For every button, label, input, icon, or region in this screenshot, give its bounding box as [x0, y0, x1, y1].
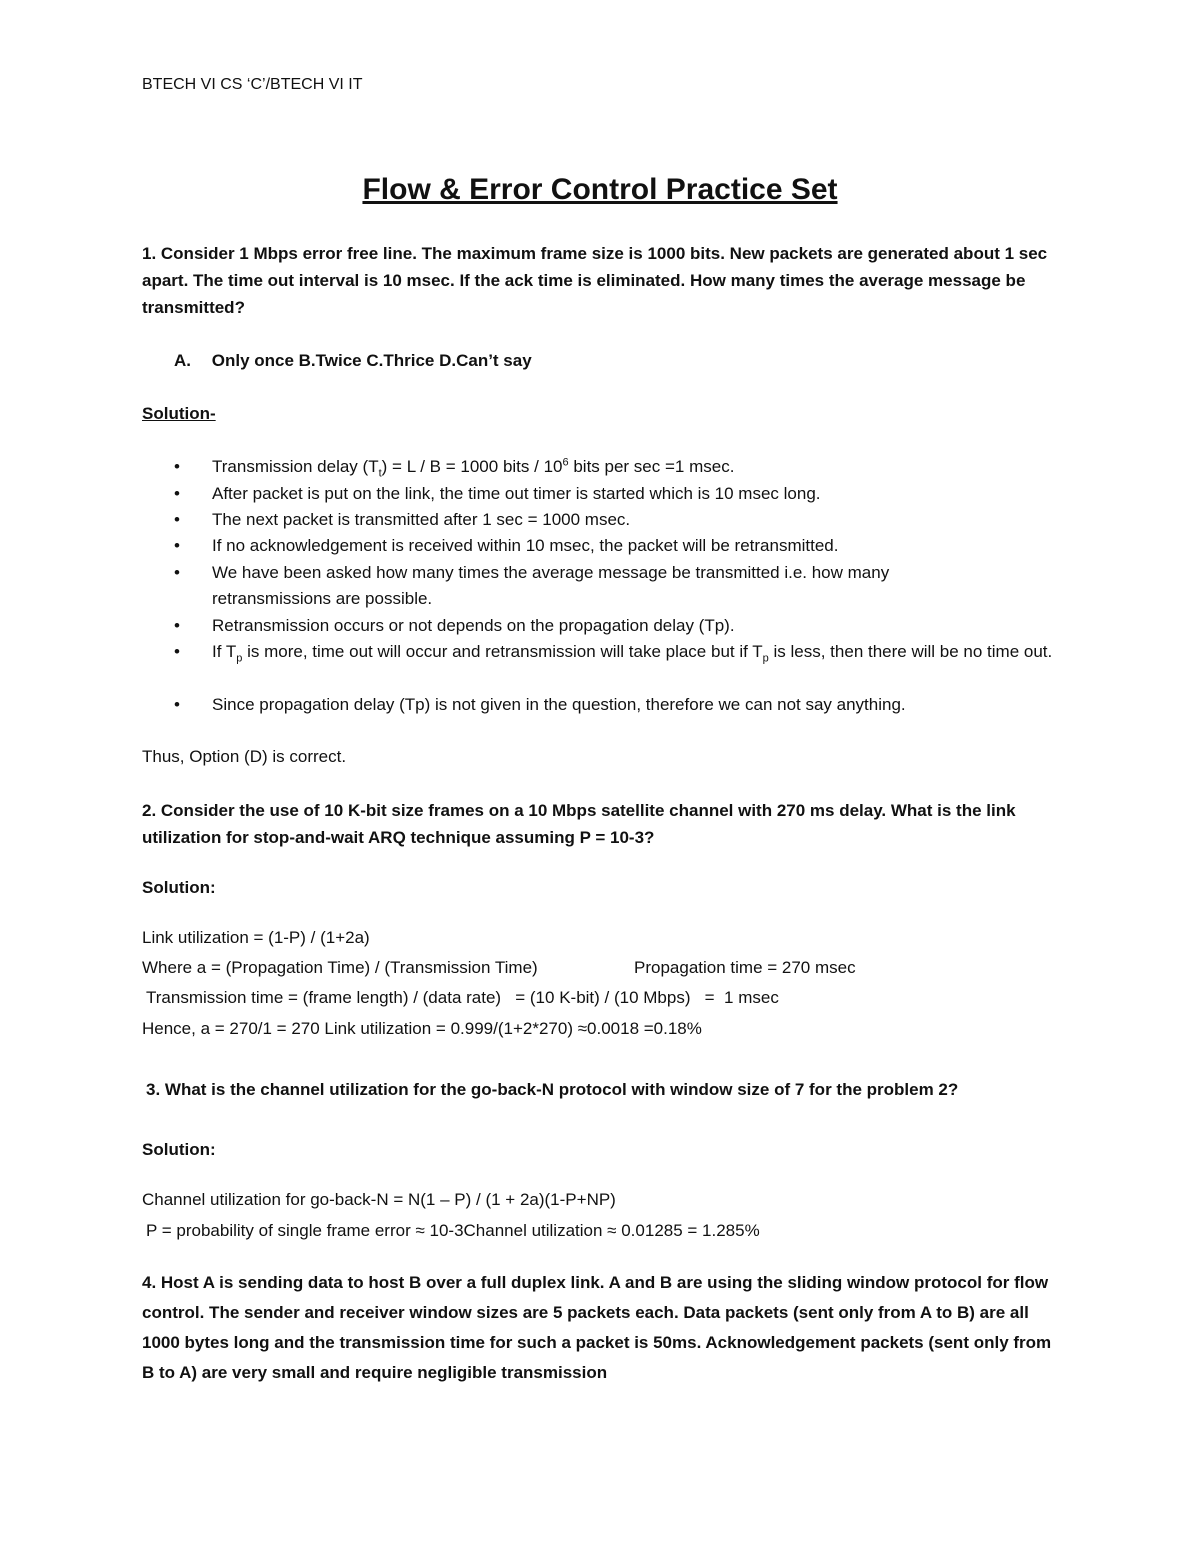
page-title: Flow & Error Control Practice Set — [362, 173, 838, 206]
bullet-icon: • — [174, 563, 180, 582]
bullet-icon: • — [174, 695, 180, 714]
bullet-text: After packet is put on the link, the time out timer is started which is 10 msec long. — [212, 484, 821, 503]
bullet-icon: • — [174, 616, 180, 635]
bullet-text: Transmission delay $(T_t) = L / B = 1000$ bits / $10^6$ bits per sec =1 msec. — [212, 456, 735, 480]
solution-2-line: Where a = (Propagation Time) / (Transmission Time) — [142, 958, 538, 977]
solution-2-line: Propagation time = 270 msec — [634, 958, 856, 977]
question-1-options — [174, 351, 532, 371]
bullet-icon: • — [174, 536, 180, 555]
solution-1-conclusion: Thus, Option (D) is correct. — [142, 747, 347, 766]
bullet-text: If $T_p$ is more, time out will occur and retransmission will take place but if $T_p$ is less, then there will be no time out. — [212, 642, 1053, 665]
question-3-text: 3. What is the channel utilization for the go-back-N protocol with window size of 7 for the problem 2? — [146, 1080, 959, 1099]
bullet-text: We have been asked how many times the average message be transmitted i.e. how many retransmissions are possible. — [212, 563, 890, 608]
options-text: Only once B.Twice C.Thrice D.Can’t say — [211, 351, 532, 370]
solution-2-line: Hence, a = 270/1 = 270 Link utilization = 0.999/(1+2*270) ≈0.0018 =0.18% — [142, 1019, 702, 1038]
page-header: BTECH VI CS ‘C’/BTECH VI IT — [142, 76, 363, 93]
question-4-text: 4. Host A is sending data to host B over a full duplex link. A and B are using the sliding window protocol for flow control. The sender and receiver window sizes are 5 packets each. Data packets (sent only from A to B) are all 1000 bytes long and the transmission time for such a packet is 50ms. Acknowledgement packets (sent only from B to A) are very small and require negligible transmission — [142, 1273, 1052, 1382]
question-1-text: 1. Consider 1 Mbps error free line. The maximum frame size is 1000 bits. New packets are generated about 1 sec apart. The time out interval is 10 msec. If the ack time is eliminated. How many times the average message be transmitted? — [142, 244, 1048, 317]
bullet-icon: • — [174, 484, 180, 503]
bullet-text: Retransmission occurs or not depends on the propagation delay (Tp). — [212, 616, 735, 635]
solution-3-line: Channel utilization for go-back-N = N(1 – P) / (1 + 2a)(1-P+NP) — [142, 1190, 616, 1209]
bullet-icon: • — [174, 457, 180, 476]
bullet-icon: • — [174, 642, 180, 661]
solution-3-line: P = probability of single frame error ≈ 10-3Channel utilization ≈ 0.01285 = 1.285% — [146, 1221, 760, 1240]
solution-2-line: Link utilization = (1-P) / (1+2a) — [142, 928, 370, 947]
solution-1-label: Solution- — [142, 404, 216, 423]
bullet-text: Since propagation delay (Tp) is not given in the question, therefore we can not say anything. — [212, 695, 906, 714]
solution-2-label: Solution: — [142, 878, 216, 897]
options-marker: A. — [174, 351, 191, 370]
question-2-text: 2. Consider the use of 10 K-bit size frames on a 10 Mbps satellite channel with 270 ms delay. What is the link utilization for stop-and-wait ARQ technique assuming P = 10-3? — [142, 801, 1016, 847]
bullet-text: If no acknowledgement is received within 10 msec, the packet will be retransmitted. — [212, 536, 839, 555]
solution-3-label: Solution: — [142, 1140, 216, 1159]
bullet-text: The next packet is transmitted after 1 sec = 1000 msec. — [212, 510, 631, 529]
solution-2-line: Transmission time = (frame length) / (data rate) = (10 K-bit) / (10 Mbps) = 1 msec — [146, 988, 779, 1007]
bullet-icon: • — [174, 510, 180, 529]
